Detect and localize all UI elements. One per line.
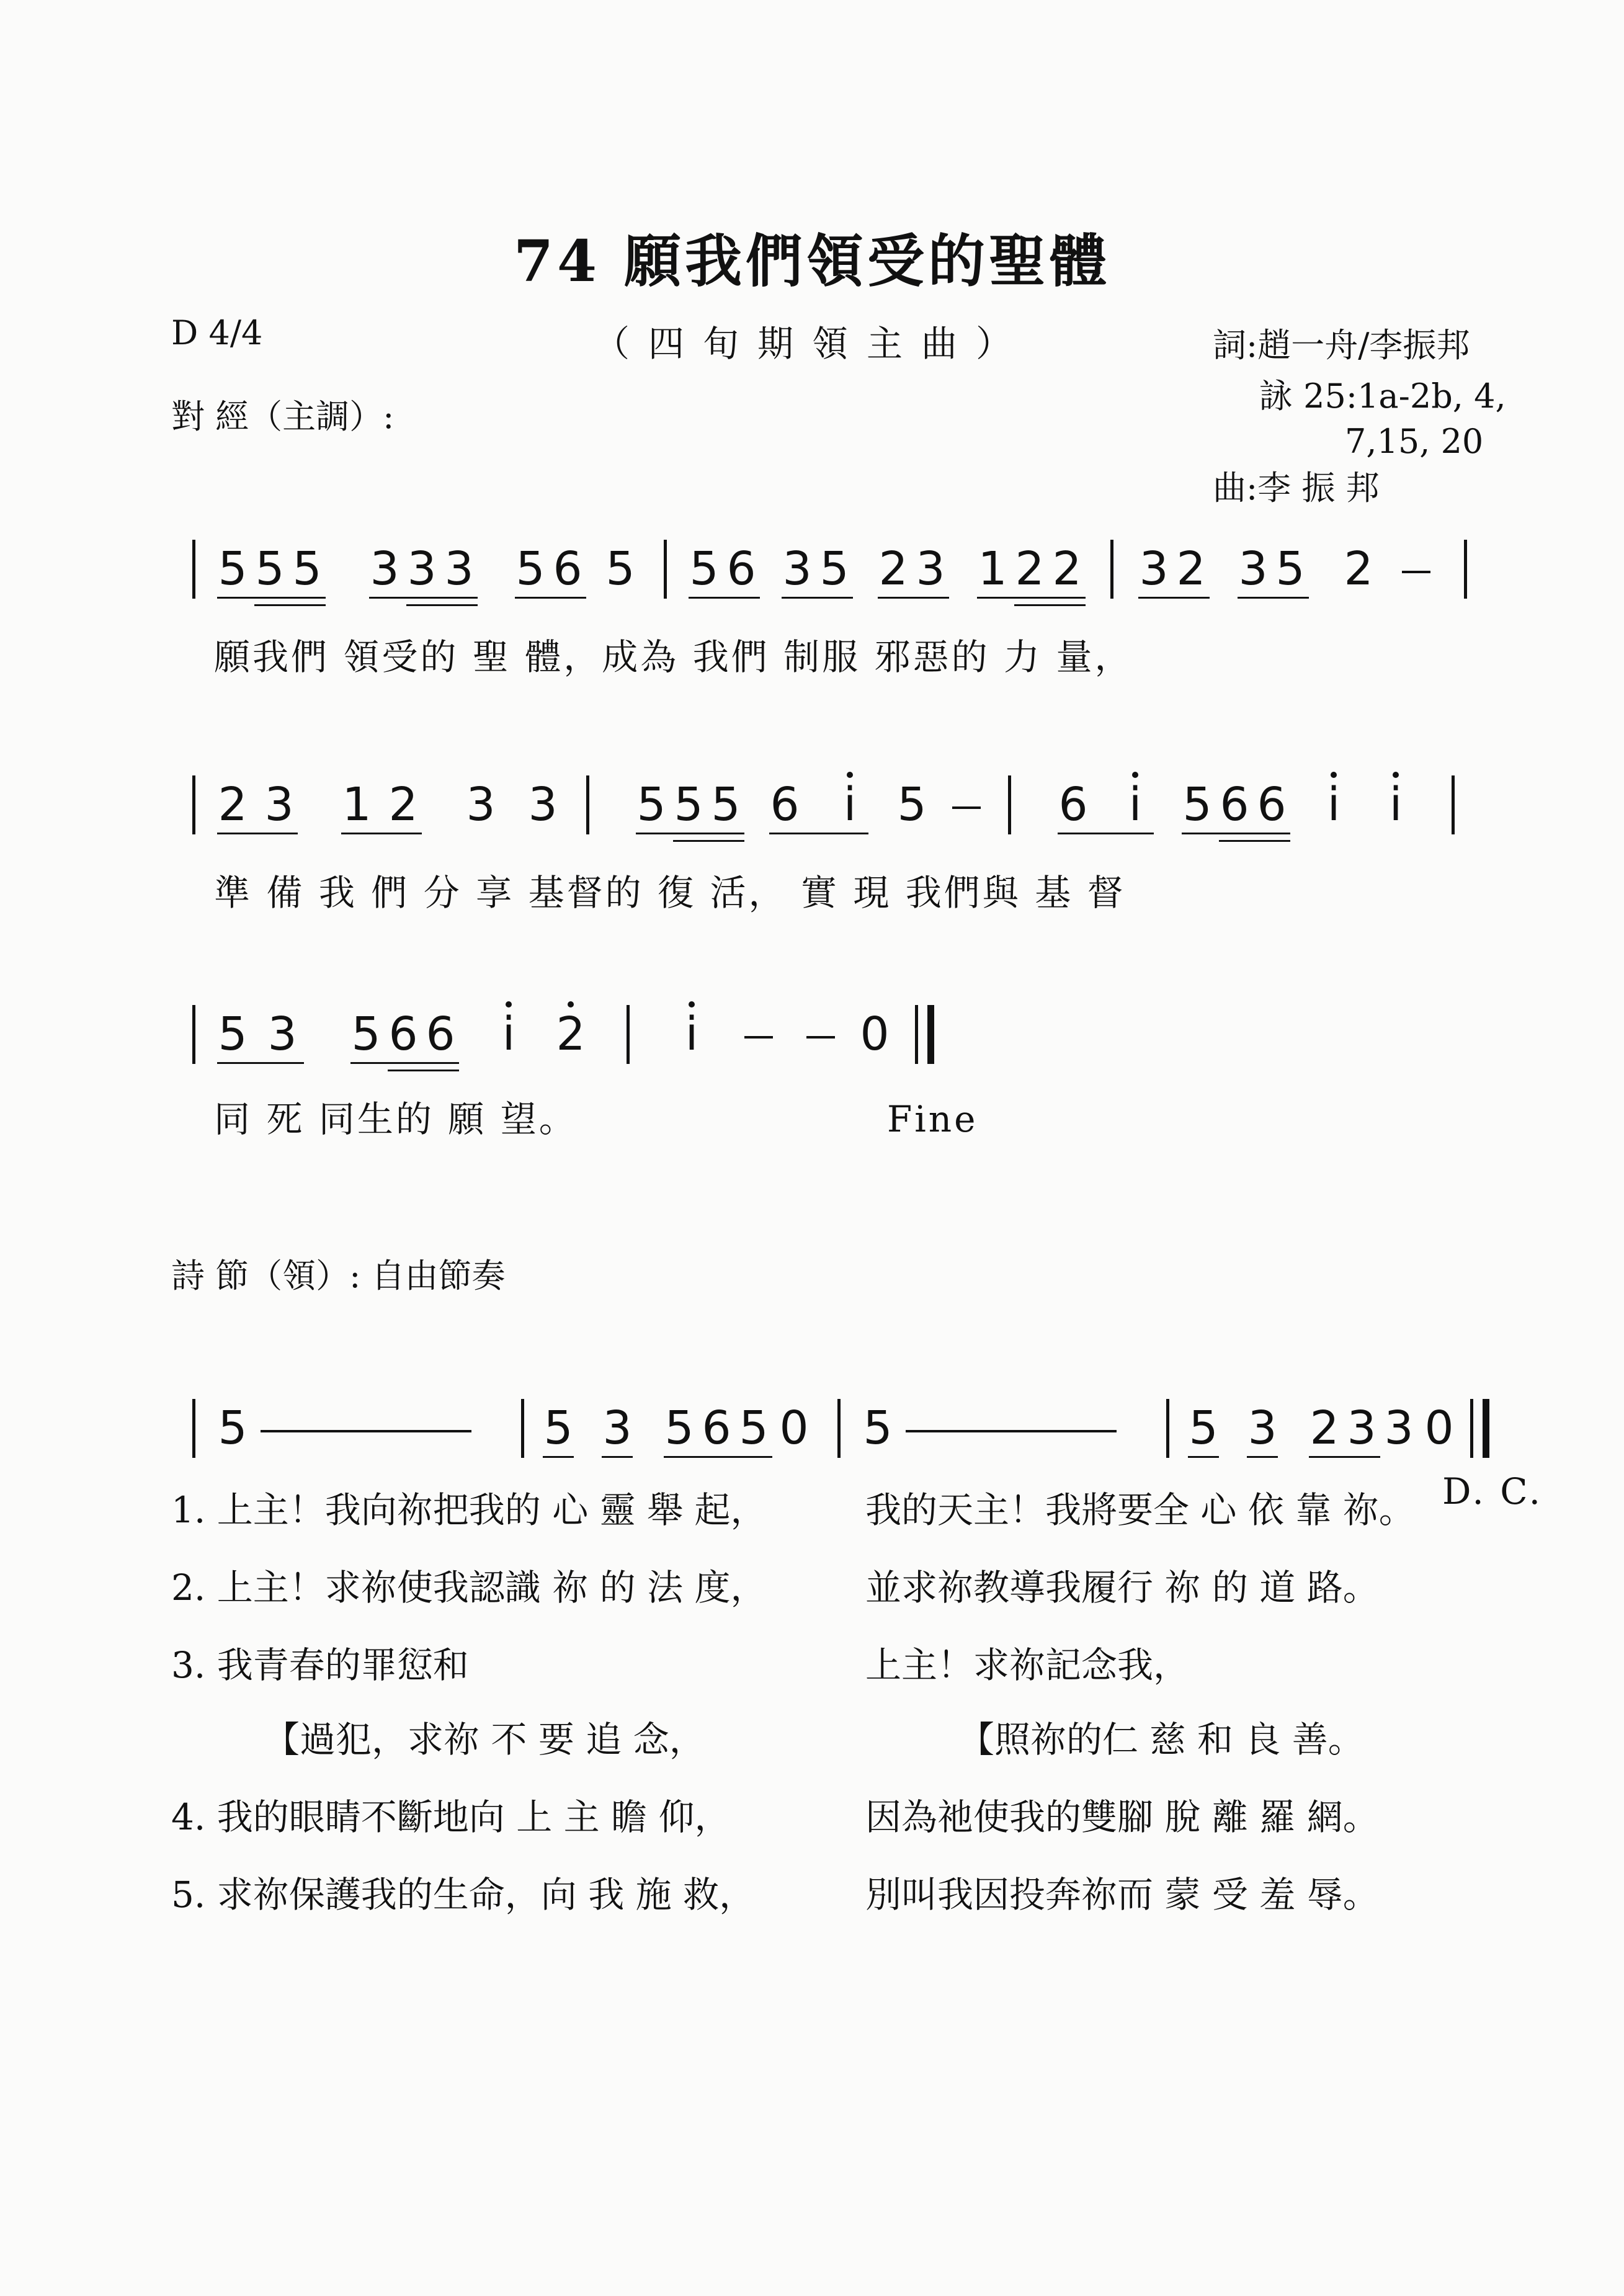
verse-3-second-half-cont: 【照祢的仁 慈 和 良 善。 bbox=[958, 1718, 1364, 1761]
verse-5-first-half: 5. 求祢保護我的生命，向 我 施 救， bbox=[171, 1874, 756, 1916]
verse-psalm-tone-notes: 5 5 3 5 6 5 0 5 5 3 2 3 3 0 bbox=[0, 1405, 1624, 1480]
refrain-notes-line-3: 5 3 5 6 6 i 2 i 0 bbox=[0, 1011, 1624, 1086]
verse-2-first-half: 2. 上主！求祢使我認識 祢 的 法 度， bbox=[171, 1566, 767, 1609]
key-time-signature: D 4/4 bbox=[171, 313, 263, 352]
refrain-notes-line-1: 5 5 5 3 3 3 5 6 5 5 6 3 5 2 3 1 2 2 3 2 3 5 2 bbox=[0, 546, 1624, 620]
verse-1-first-half: 1. 上主！我向祢把我的 心 靈 舉 起， bbox=[171, 1489, 767, 1531]
composer-credit: 曲:李 振 邦 bbox=[1213, 468, 1380, 507]
psalm-reference: 詠 25:1a-2b, 4, bbox=[1259, 377, 1506, 416]
psalm-reference-cont: 7,15, 20 bbox=[1345, 422, 1484, 461]
lyricist-credit: 詞:趙一舟/李振邦 bbox=[1213, 326, 1470, 365]
dc-marking: D. C. bbox=[1442, 1470, 1543, 1512]
fine-marking: Fine bbox=[887, 1098, 978, 1140]
verse-4-first-half: 4. 我的眼睛不斷地向 上 主 瞻 仰， bbox=[171, 1796, 731, 1838]
verse-1-second-half: 我的天主！我將要全 心 依 靠 祢。 bbox=[865, 1489, 1415, 1531]
verse-2-second-half: 並求祢教導我履行 祢 的 道 路。 bbox=[865, 1566, 1379, 1609]
refrain-lyrics-line-2: 準 備 我 們 分 享 基督的 復 活， 實 現 我們與 基 督 bbox=[214, 872, 1126, 914]
verse-3-second-half: 上主！求祢記念我， bbox=[865, 1644, 1190, 1686]
verse-label: 詩 節（領）: 自由節奏 bbox=[171, 1256, 506, 1295]
verse-3-first-half-cont: 【過犯，求祢 不 要 追 念， bbox=[264, 1718, 705, 1761]
antiphon-label: 對 經（主調）: bbox=[171, 397, 395, 436]
verse-5-second-half: 別叫我因投奔祢而 蒙 受 羞 辱。 bbox=[865, 1874, 1379, 1916]
refrain-lyrics-line-1: 願我們 領受的 聖 體，成為 我們 制服 邪惡的 力 量， bbox=[214, 636, 1133, 678]
song-subtitle: （四旬期領主曲） bbox=[593, 323, 1030, 365]
refrain-notes-line-2: 2 3 1 2 3 3 5 5 5 6 i 5 6 i 5 6 6 i i bbox=[0, 782, 1624, 856]
song-title: 74 願我們領受的聖體 bbox=[513, 228, 1111, 295]
verse-4-second-half: 因為祂使我的雙腳 脫 離 羅 網。 bbox=[865, 1796, 1379, 1838]
verse-3-first-half: 3. 我青春的罪愆和 bbox=[171, 1644, 469, 1686]
refrain-lyrics-line-3: 同 死 同生的 願 望。 bbox=[214, 1098, 578, 1140]
